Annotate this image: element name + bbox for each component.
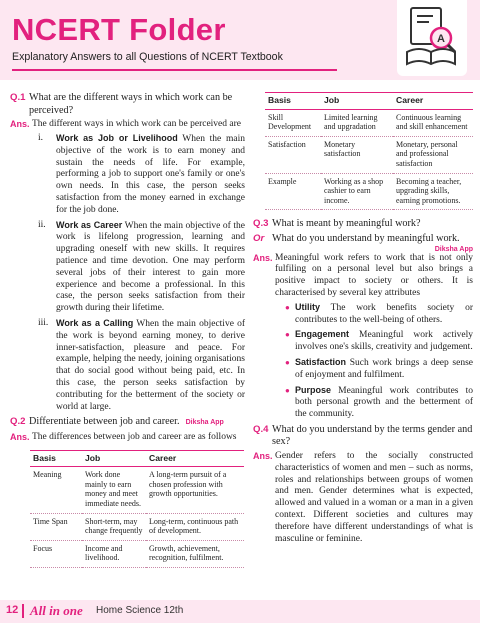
question-4 <box>253 424 473 449</box>
question-text: What do you understand by meaningful work. <box>272 232 460 244</box>
table-row: Focus Income and livelihood. Growth, achievement, recognition, fulfilment. <box>30 540 244 567</box>
list-item: ii. Work as Career When the main objective of the work is lifelong progression, learning and upgrading oneself with new skills. It requires patience and time devotion. One may perform several jobs of their interest to gain more experience and become a professional. In this case, the person seeks satisfaction from their growth during their lifetime. <box>38 219 246 314</box>
page-number: 12 <box>6 604 19 616</box>
book-title: Home Science 12th <box>96 605 184 616</box>
bullet-dot-icon: ● <box>285 357 290 367</box>
answer-label: Ans. <box>253 252 273 263</box>
answer-label: Ans. <box>10 431 30 442</box>
answer-text: Gender refers to the socially constructed characteristics of women and men – such as norms, roles and relationships between groups of women and men. Gender determines what is expected, allowed and valued in a woman or a man in a given context. Different societies and cultures may therefore have different understandings of what is masculine or feminine. <box>275 451 473 544</box>
question-number: Q.2 <box>10 416 26 428</box>
answer-4 <box>253 451 473 545</box>
footer-divider <box>22 604 24 618</box>
question-3 <box>253 218 473 231</box>
list-item: ● Satisfaction Such work brings a deep sense of enjoyment and fulfilment. <box>285 356 473 380</box>
header-icon-box <box>397 0 467 76</box>
answer-2 <box>10 432 245 444</box>
list-item: ● Purpose Meaningful work contributes to both personal growth and the betterment of the community. <box>285 384 474 420</box>
table-header: Career <box>146 450 244 467</box>
table-row: Example Working as a shop cashier to earn income. Becoming a teacher, upgrading skills, earning promotions. <box>265 173 473 210</box>
list-item-text: When the main objective of the work is to earn money and sustain the needs of life. For example, performing a job to support one's family or one's own needs. In this case, the person seeks satisfaction from the money earned in exchange for the job done. <box>56 133 245 215</box>
question-3-or <box>253 233 473 246</box>
list-item: i. Work as Job or Livelihood When the main objective of the work is to earn money and sustain the needs of life. For example, performing a job to support one's family or one's own needs. In this case, the person seeks satisfaction from the money earned in exchange for the job done. <box>38 132 245 215</box>
page-subtitle: Explanatory Answers to all Questions of NCERT Textbook <box>12 51 283 63</box>
question-text: Differentiate between job and career. <box>29 416 180 428</box>
list-item-title: Work as a Calling <box>56 317 134 328</box>
svg-text:A: A <box>437 33 445 45</box>
question-number: Q.3 <box>253 218 269 230</box>
table-header: Basis <box>265 93 321 110</box>
question-number: Q.1 <box>10 92 26 103</box>
bullet-dot-icon: ● <box>285 302 290 312</box>
left-column <box>10 92 245 568</box>
diksha-app-tag: Diksha App <box>185 419 224 427</box>
bullet-dot-icon: ● <box>285 385 290 395</box>
list-item: ● Engagement Meaningful work actively involves one's skills, creativity and judgement. <box>285 329 474 353</box>
diksha-app-tag: Diksha App <box>434 245 473 253</box>
answer-1-list <box>38 133 245 413</box>
job-career-table-part2 <box>265 92 473 210</box>
bullet-dot-icon: ● <box>285 330 290 340</box>
question-text: What do you understand by the terms gender and sex? <box>272 423 473 448</box>
question-2 <box>10 416 245 430</box>
list-item-title: Work as Career <box>56 219 123 230</box>
answer-3-bullets <box>285 302 473 421</box>
list-item: ● Utility The work benefits society or contributes to the well-being of others. <box>285 301 473 325</box>
table-header: Basis <box>30 450 82 467</box>
question-number: Q.4 <box>253 423 269 435</box>
table-header: Job <box>82 450 146 467</box>
answer-text: The differences between job and career are as follows <box>32 431 237 442</box>
answer-3 <box>253 253 473 300</box>
answer-label: Ans. <box>253 451 273 462</box>
page-footer <box>0 600 480 623</box>
book-magnifier-icon <box>405 6 459 68</box>
question-text: What is meant by meaningful work? <box>272 218 421 230</box>
list-item: iii. Work as a Calling When the main objective of the work is beyond earning money, to derive inner-satisfaction, pleasure and peace. For example, helping the needy, joining organisations that do social good without being paid, etc. In this case, the person seeks satisfaction by contributing for the betterment of the society or world at large. <box>38 317 245 412</box>
table-row: Time Span Short-term, may change frequently Long-term, continuous path of development. <box>30 513 244 540</box>
table-header: Job <box>321 93 393 110</box>
answer-1 <box>10 119 245 131</box>
table-row: Satisfaction Monetary satisfaction Monetary, personal and professional satisfaction <box>265 136 473 173</box>
answer-text: Meaningful work refers to work that is not only fulfiling on a personal level but also brings a positive impact to society or others. It is characterised by several key attributes <box>275 252 473 298</box>
answer-label: Ans. <box>10 119 30 130</box>
title-underline <box>12 69 337 71</box>
answer-text: The different ways in which work can be perceived are <box>32 119 241 130</box>
page-header <box>0 0 480 80</box>
page-title: NCERT Folder <box>12 12 226 47</box>
list-item-text: When the main objective of the work is lifelong progression, learning and upgrading oneself with new skills. It requires patience and time devotion. One may perform several jobs of their interest to gain more experience and become a professional. In this case, the person seeks satisfaction from their growth during their lifetime. <box>56 220 246 314</box>
question-1 <box>10 92 245 117</box>
job-career-table-part1 <box>30 450 244 568</box>
right-column <box>253 92 473 547</box>
list-item-text: When the main objective of the work is beyond earning money, to derive inner-satisfaction, pleasure and peace. For example, helping the needy, joining organisations that do social good without being paid, etc. In this case, the person seeks satisfaction by contributing for the betterment of the society or world at large. <box>56 318 245 412</box>
or-label: Or <box>253 232 265 244</box>
table-header: Career <box>393 93 473 110</box>
table-row: Skill Development Limited learning and upgradation Continuous learning and skill enhancement <box>265 109 473 136</box>
list-item-title: Work as Job or Livelihood <box>56 132 178 143</box>
brand-logo: All in one <box>30 603 83 618</box>
table-row: Meaning Work done mainly to earn money and meet immediate needs. A long-term pursuit of a chosen profession with growth opportunities. <box>30 467 244 513</box>
question-text: What are the different ways in which work can be perceived? <box>29 92 233 116</box>
